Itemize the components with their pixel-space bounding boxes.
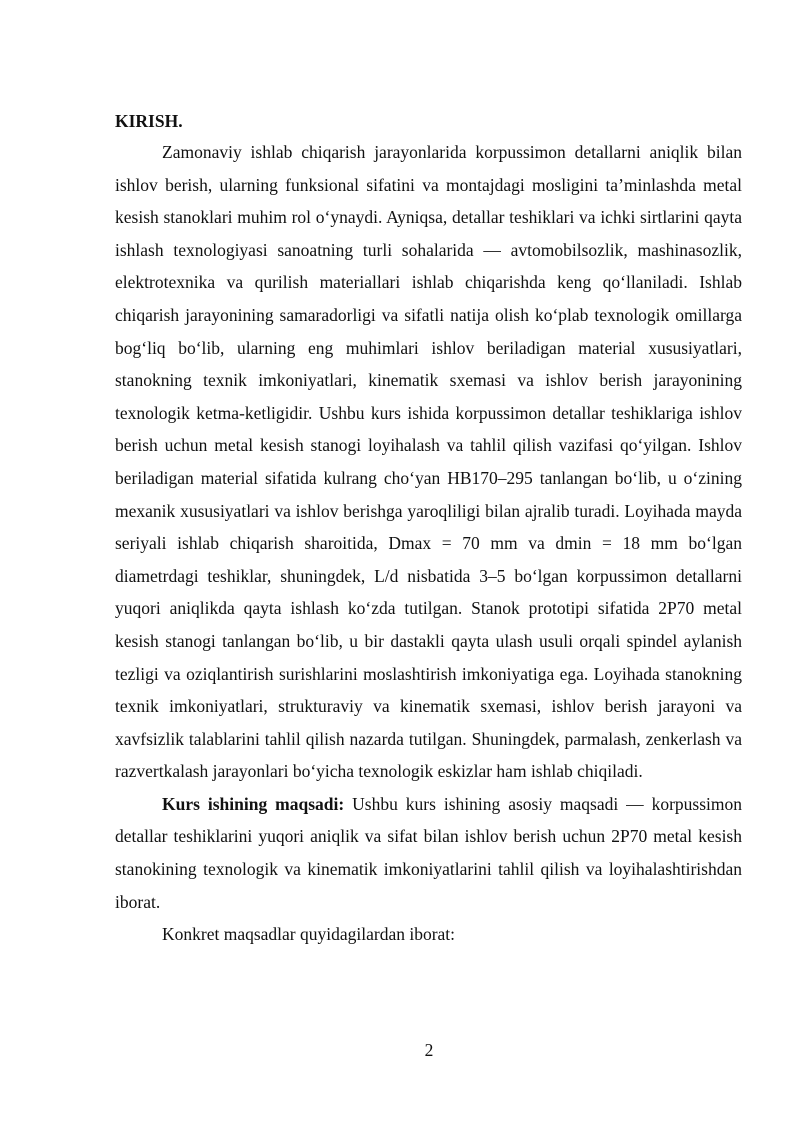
goal-text: Ushbu kurs ishining asosiy maqsadi — korpussimon detallar teshiklarini yuqori aniqlik va sifat bilan ishlov berish uchun 2P70 metal kesish stanokining texnologik va kinematik imkoniyatlarini tahlil qilish va loyihalashtirishdan iborat.: [115, 793, 743, 912]
intro-paragraph: Zamonaviy ishlab chiqarish jarayonlarida korpussimon detallarni aniqlik bilan ishlov berish, ularning funksional sifatini va montajdagi mosligini ta’minlashda metal kesish stanoklari muhim rol o‘ynaydi. Ayniqsa, detallar teshiklari va ichki sirtlarini qayta ishlash texnologiyasi sanoatning turli sohalarida — avtomobilsozlik, mashinasozlik, elektrotexnika va qurilish materiallari ishlab chiqarishda keng qo‘llaniladi. Ishlab chiqarish jarayonining samaradorligi va sifatli natija olish ko‘plab texnologik omillarga bog‘liq bo‘lib, ularning eng muhimlari ishlov beriladigan material xususiyatlari, stanokning texnik imkoniyatlari, kinematik sxemasi va ishlov berish jarayonining texnologik ketma-ketligidir. Ushbu kurs ishida korpussimon detallar teshiklariga ishlov berish uchun metal kesish stanogi loyihalash va tahlil qilish vazifasi qo‘yilgan. Ishlov beriladigan material sifatida kulrang cho‘yan HB170–295 tanlangan bo‘lib, u o‘zining mexanik xususiyatlari va ishlov berishga yaroqliligi bilan ajralib turadi. Loyihada mayda seriyali ishlab chiqarish sharoitida, Dmax = 70 mm va dmin = 18 mm bo‘lgan diametrdagi teshiklar, shuningdek, L/d nisbatida 3–5 bo‘lgan korpussimon detallarni yuqori aniqlikda qayta ishlash ko‘zda tutilgan. Stanok prototipi sifatida 2P70 metal kesish stanogi tanlangan bo‘lib, u bir dastakli qayta ulash usuli orqali spindel aylanish tezligi va oziqlantirish surishlarini moslashtirish imkoniyatiga ega. Loyihada stanokning texnik imkoniyatlari, strukturaviy va kinematik sxemasi, ishlov berish jarayoni va xavfsizlik talablarini tahlil qilish nazarda tutilgan. Shuningdek, parmalash, zenkerlash va razvertkalash jarayonlari bo‘yicha texnologik eskizlar ham ishlab chiqiladi.: [115, 142, 742, 782]
specific-goals-paragraph: Konkret maqsadlar quyidagilardan iborat:: [162, 924, 456, 945]
section-heading: KIRISH.: [115, 111, 183, 131]
document-page: [115, 106, 742, 951]
page-number: 2: [424, 1040, 434, 1060]
goal-label: Kurs ishining maqsadi:: [162, 793, 345, 814]
goal-paragraph: [115, 788, 742, 918]
